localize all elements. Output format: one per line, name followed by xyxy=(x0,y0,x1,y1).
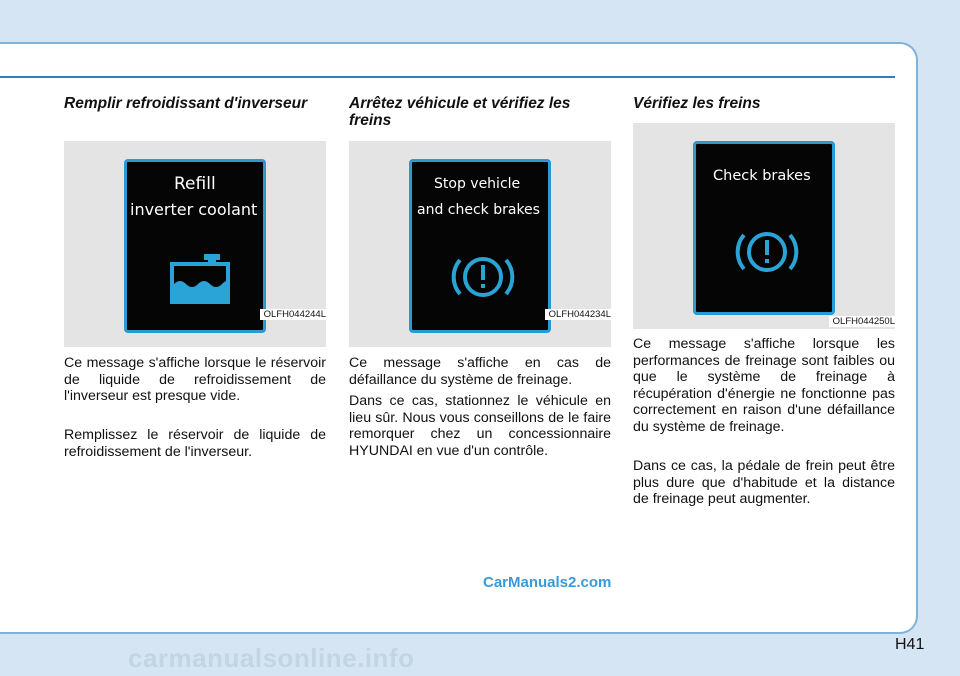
section-heading: Remplir refroidissant d'inverseur xyxy=(64,95,308,112)
display-line-1: Refill xyxy=(174,174,216,194)
paragraph-1: Ce message s'affiche en cas de défaillance du système de freinage. xyxy=(349,355,611,388)
paragraph-1: Ce message s'affiche lorsque le réservoir de liquide de refroidissement de l'inverseur est presque vide. xyxy=(64,355,326,405)
figure-code: OLFH044250L xyxy=(829,316,895,327)
watermark-link[interactable]: CarManuals2.com xyxy=(483,574,612,591)
section-heading: Arrêtez véhicule et vérifiez les freins xyxy=(349,95,571,129)
paragraph-2: Remplissez le réservoir de liquide de refroidissement de l'inverseur. xyxy=(64,427,326,460)
warning-figure xyxy=(349,141,611,347)
warning-figure xyxy=(64,141,326,347)
brake-warning-icon xyxy=(734,227,800,277)
footer-watermark: carmanualsonline.info xyxy=(128,643,415,673)
section-heading: Vérifiez les freins xyxy=(633,95,761,112)
display-line-1: Stop vehicle xyxy=(434,176,521,192)
coolant-tank-icon xyxy=(170,254,230,304)
brake-warning-icon xyxy=(450,252,516,302)
warning-figure xyxy=(633,123,895,329)
paragraph-1: Ce message s'affiche lorsque les performances de freinage sont faibles ou que le système de freinage à récupération d'énergie ne fonctionne pas correctement en raison d'une défaillance du système de freinage. xyxy=(633,336,895,435)
figure-code: OLFH044234L xyxy=(545,309,611,320)
figure-code: OLFH044244L xyxy=(260,309,326,320)
cluster-display xyxy=(409,159,551,333)
cluster-display xyxy=(124,159,266,333)
display-line-1: Check brakes xyxy=(713,168,811,184)
header-rule xyxy=(0,76,895,78)
paragraph-2: Dans ce cas, la pédale de frein peut être plus dure que d'habitude et la distance de freinage peut augmenter. xyxy=(633,458,895,508)
page-number: H41 xyxy=(895,636,925,653)
display-line-2: inverter coolant xyxy=(130,200,258,219)
display-line-2: and check brakes xyxy=(417,202,540,218)
paragraph-2: Dans ce cas, stationnez le véhicule en lieu sûr. Nous vous conseillons de le faire remorquer chez un concessionnaire HYUNDAI en vue d'un contrôle. xyxy=(349,393,611,459)
cluster-display xyxy=(693,141,835,315)
